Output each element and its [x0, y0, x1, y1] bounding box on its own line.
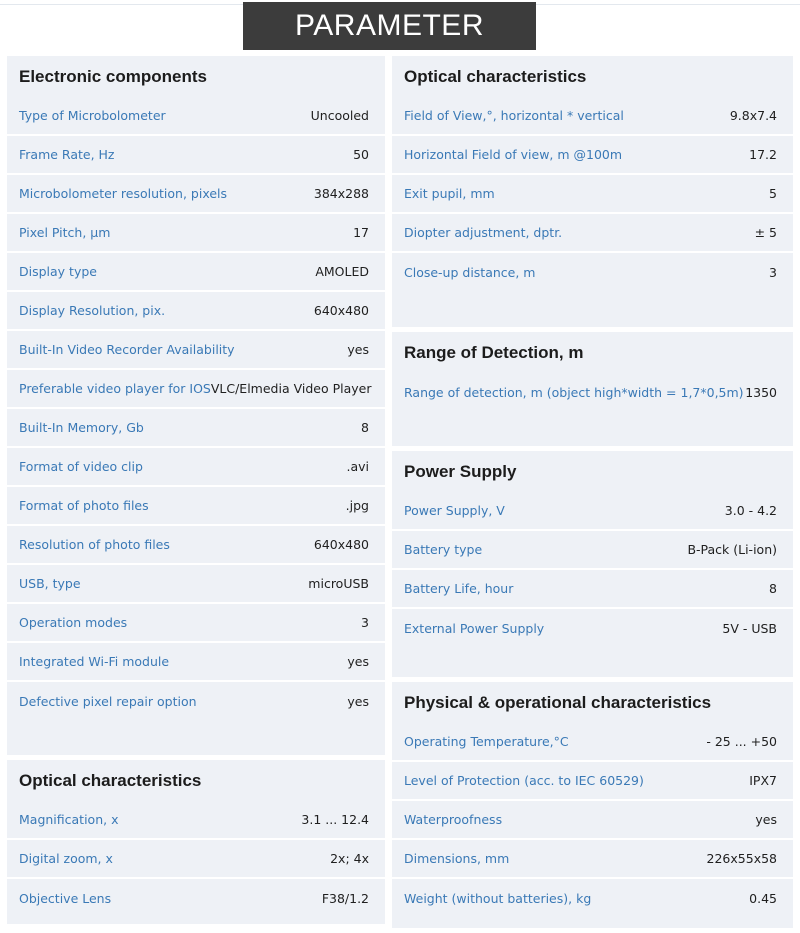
spec-value: VLC/Elmedia Video Player: [210, 381, 372, 396]
spec-row: [392, 373, 793, 412]
spec-value: yes: [755, 812, 777, 827]
spec-value: ± 5: [754, 225, 777, 240]
spec-value: 384x288: [313, 186, 369, 201]
spec-row: [7, 487, 385, 526]
spec-value: yes: [347, 342, 369, 357]
spec-row: [7, 604, 385, 643]
section-optical-characteristics-left: [7, 760, 385, 924]
spec-row: [392, 175, 793, 214]
spec-label: Power Supply, V: [404, 503, 505, 518]
spec-label: Level of Protection (acc. to IEC 60529): [404, 773, 644, 788]
spec-label: Type of Microbolometer: [19, 108, 166, 123]
spec-value: AMOLED: [315, 264, 369, 279]
spec-row: [7, 370, 385, 409]
spec-row: [392, 840, 793, 879]
spec-value: Uncooled: [310, 108, 369, 123]
spec-value: .avi: [346, 459, 369, 474]
spec-row: [392, 609, 793, 648]
spec-row: [7, 526, 385, 565]
spec-value: 50: [353, 147, 369, 162]
spec-value: 8: [769, 581, 777, 596]
spec-value: microUSB: [308, 576, 369, 591]
spec-row: [7, 175, 385, 214]
section-title: Electronic components: [19, 67, 207, 86]
spec-label: Waterproofness: [404, 812, 503, 827]
spec-row: [392, 801, 793, 840]
spec-label: Preferable video player for IOS: [19, 381, 211, 396]
section-electronic-components: [7, 56, 385, 755]
spec-row: [7, 292, 385, 331]
spec-row: [7, 879, 385, 918]
spec-label: External Power Supply: [404, 621, 545, 636]
spec-value: 640x480: [313, 303, 369, 318]
spec-label: Display Resolution, pix.: [19, 303, 166, 318]
spec-row: [7, 565, 385, 604]
spec-label: Range of detection, m (object high*width = 1,7*0,5m): [404, 385, 744, 400]
spec-value: 226x55x58: [706, 851, 777, 866]
spec-label: Resolution of photo files: [19, 537, 170, 552]
spec-label: Battery type: [404, 542, 483, 557]
spec-value: 2x; 4x: [330, 851, 369, 866]
spec-row: [7, 448, 385, 487]
spec-row: [7, 331, 385, 370]
spec-value: F38/1.2: [321, 891, 369, 906]
spec-row: [7, 682, 385, 721]
spec-label: Weight (without batteries), kg: [404, 891, 592, 906]
page-title: PARAMETER: [243, 2, 536, 50]
spec-value: 9.8x7.4: [729, 108, 777, 123]
spec-value: B-Pack (Li-ion): [687, 542, 777, 557]
spec-value: 8: [361, 420, 369, 435]
spec-value: 5: [769, 186, 777, 201]
spec-row: [392, 136, 793, 175]
spec-value: .jpg: [345, 498, 369, 513]
spec-label: Diopter adjustment, dptr.: [404, 225, 563, 240]
spec-value: 3: [361, 615, 369, 630]
spec-value: 17: [353, 225, 369, 240]
spec-label: Frame Rate, Hz: [19, 147, 115, 162]
spec-label: Dimensions, mm: [404, 851, 510, 866]
spec-label: Operating Temperature,°C: [404, 734, 569, 749]
section-title: Physical & operational characteristics: [404, 693, 712, 712]
spec-value: - 25 ... +50: [706, 734, 777, 749]
spec-value: 1350: [745, 385, 777, 400]
spec-label: Magnification, x: [19, 812, 119, 827]
spec-row: [7, 840, 385, 879]
spec-label: Built-In Video Recorder Availability: [19, 342, 235, 357]
spec-label: Objective Lens: [19, 891, 112, 906]
spec-value: yes: [347, 654, 369, 669]
spec-row: [392, 570, 793, 609]
spec-row: [392, 253, 793, 292]
spec-label: Defective pixel repair option: [19, 694, 197, 709]
section-title: Optical characteristics: [19, 771, 202, 790]
right-column: [392, 56, 793, 933]
spec-row: [392, 531, 793, 570]
spec-value: 3: [769, 265, 777, 280]
spec-label: Digital zoom, x: [19, 851, 113, 866]
section-power-supply: [392, 451, 793, 677]
spec-label: Close-up distance, m: [404, 265, 536, 280]
spec-row: [392, 879, 793, 918]
spec-row: [7, 801, 385, 840]
spec-label: Exit pupil, mm: [404, 186, 495, 201]
spec-row: [7, 97, 385, 136]
spec-row: [392, 762, 793, 801]
section-optical-characteristics-right: [392, 56, 793, 327]
spec-value: 0.45: [749, 891, 777, 906]
spec-row: [392, 723, 793, 762]
spec-value: 17.2: [749, 147, 777, 162]
spec-label: Built-In Memory, Gb: [19, 420, 144, 435]
spec-row: [392, 97, 793, 136]
spec-label: Pixel Pitch, µm: [19, 225, 111, 240]
section-title: Power Supply: [404, 462, 517, 481]
spec-label: Format of video clip: [19, 459, 143, 474]
spec-value: 3.0 - 4.2: [724, 503, 777, 518]
spec-row: [7, 214, 385, 253]
spec-value: 3.1 ... 12.4: [301, 812, 369, 827]
spec-label: Operation modes: [19, 615, 128, 630]
spec-row: [7, 136, 385, 175]
section-physical-operational: [392, 682, 793, 928]
spec-label: Microbolometer resolution, pixels: [19, 186, 228, 201]
spec-label: Battery Life, hour: [404, 581, 514, 596]
spec-value: yes: [347, 694, 369, 709]
spec-label: Display type: [19, 264, 97, 279]
section-title: Optical characteristics: [404, 67, 587, 86]
spec-row: [7, 643, 385, 682]
spec-label: Format of photo files: [19, 498, 149, 513]
spec-value: 640x480: [313, 537, 369, 552]
spec-row: [7, 409, 385, 448]
section-title: Range of Detection, m: [404, 343, 584, 362]
spec-value: 5V - USB: [722, 621, 777, 636]
spec-label: USB, type: [19, 576, 81, 591]
spec-label: Field of View,°, horizontal * vertical: [404, 108, 624, 123]
section-range-of-detection: [392, 332, 793, 446]
spec-row: [392, 214, 793, 253]
spec-row: [7, 253, 385, 292]
left-column: [7, 56, 385, 929]
spec-label: Horizontal Field of view, m @100m: [404, 147, 623, 162]
spec-value: IPX7: [749, 773, 777, 788]
spec-label: Integrated Wi-Fi module: [19, 654, 170, 669]
spec-row: [392, 492, 793, 531]
